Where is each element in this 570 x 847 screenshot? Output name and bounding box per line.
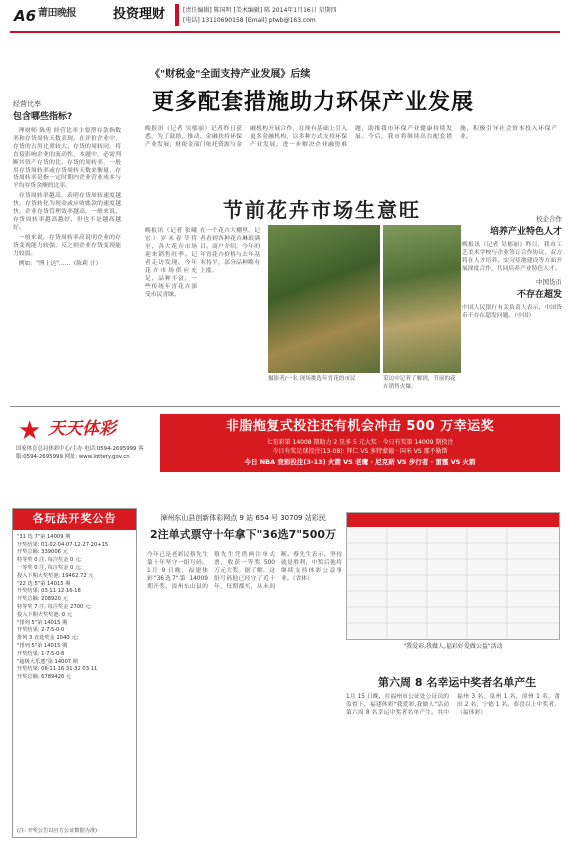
draw-result-row xyxy=(17,612,132,620)
main-kicker: 《"财税金"全面支持产业发展》后续 xyxy=(150,69,311,80)
flower-headline: 节前花卉市场生意旺 xyxy=(223,198,421,222)
draw-results-footer: (注: 开奖公告以官方公证数据为准) xyxy=(17,827,98,834)
left-paragraph: 存货周转率越高，表明存货周转速度越快，存货转化为现金或应收账款的速度越快，企业存货管理效率越高。一般来说，存货周转率越高越好，但也不是越高越好。 xyxy=(13,193,121,232)
draw-result-label: 开奖结果: 06·11·16·31·32 03·11 xyxy=(17,666,98,673)
lottery-title: 天天体彩 xyxy=(48,419,116,439)
draw-result-label: 开奖结果: 2·7·5·0·0 xyxy=(17,627,65,634)
draw-result-label: 投入下期大奖奖池: 0 元 xyxy=(17,611,73,618)
flower-market-photo-2 xyxy=(383,225,461,373)
star-icon: ★ xyxy=(18,416,42,446)
draw-result-label: 一等奖 0 注, 每注奖金 0 元; xyxy=(17,565,82,572)
winner-kicker: 漳州东山县创新体彩网点 9 站 654 号 30709 站彩民 xyxy=(160,514,326,522)
banner-line: 今日有奖足球投注(13-08): 拜仁 VS 多特蒙德 · 国米 VS 那不勒斯 xyxy=(272,447,448,455)
masthead xyxy=(0,0,570,34)
contact-meta: [电话] 13110690158 [Email] ptwb@163.com xyxy=(183,17,316,24)
draw-result-label: 开奖结果: 01·02·04·07·12·27·20+15 xyxy=(17,541,109,548)
event-headline: 第六周 8 名幸运中奖者名单产生 xyxy=(378,676,537,689)
left-paragraph: 例如："博士达"……（陈莉 计） xyxy=(18,261,102,268)
section-divider xyxy=(10,406,560,407)
draw-result-label: "22 选 5"第 14015 期 xyxy=(17,580,71,587)
paper-logo: 莆田晚报 xyxy=(38,8,76,19)
draw-result-row xyxy=(17,635,132,643)
flower-body-mid: 在一个花卉大棚里，记者看到各种花卉琳琅满目。商户介绍，今年的年宵花卉价格与去年基本持平，部分品种略有上涨。 xyxy=(200,228,260,274)
chart-caption: "我爱彩,我做人,福彩好爱做公益"活动 xyxy=(403,643,503,650)
chart-grid xyxy=(347,527,559,639)
draw-result-label: 排列 3 直选奖金 1040 元; xyxy=(17,635,79,642)
left-paragraph: 理财师 陈勇 经营比率主要帮存款指数率和存货周转天数表现。在评价企业中，存货的占用比重较大。存货的周转同，将直接影响企业的流动性，本题中，必需判断其资产存货的比。存货的周转率，一般用存货周转率或存货周转天数来衡量，存货周转率是指一定时期内企业营业成本与平均存货余额的比率。 xyxy=(13,127,121,190)
draw-result-label: 开奖总额: 208920 元 xyxy=(17,596,68,603)
main-body: 晚报讯（记者 吴郁丽）记者昨日获悉，为了鼓励、推动、金融扶持环保产业发展，财税金部门依托资源与金融机构开展合作，在现有基础上引入更多金融机构，以多种方式支持环保产业发展。进一步解决企业融资难题，助推我市环保产业健康持续发展。今后，我市将继续出台配套措施，积极引导社会资本投入环保产业。 xyxy=(145,126,557,148)
lottery-logo xyxy=(14,416,154,444)
right-body-2: 中国人民银行有关负责人表示，中国货币不存在超发问题。（中国） xyxy=(462,304,562,319)
draw-result-label: "超级大乐透"第 14007 期 xyxy=(17,658,78,665)
left-paragraph: 一般来说，存货周转率高说明企业的存货变现能力较强，反之则企业存货变现能力较弱。 xyxy=(13,235,121,258)
right-body: 晚报讯（记者 吴郁丽）昨日，我市工艺美术学校与企业签订合作协议，双方将在人才培养、实习基地建设等方面开展深度合作，共同培养产业特色人才。 xyxy=(462,241,562,272)
chart-header-bar xyxy=(347,513,559,527)
right-kicker-2: 中国货币 xyxy=(536,277,562,286)
right-headline: 培养产业特色人才 xyxy=(489,226,562,237)
flower-market-photo xyxy=(268,225,380,373)
right-column xyxy=(462,215,562,321)
editor-meta: [责任编辑] 陈国明 [美术编辑] 陈 2014年1月16日 星期四 xyxy=(183,7,337,14)
draw-result-row xyxy=(17,534,132,542)
draw-result-label: "排列 5"第 14015 期 xyxy=(17,643,68,649)
lottery-banner xyxy=(160,414,560,472)
trend-chart xyxy=(346,512,560,640)
draw-results-title: 各玩法开奖公告 xyxy=(13,509,136,530)
flower-body-left: 晚报讯（记者 张曦宏）岁末春节将至，各大花卉市场迎来销售旺季。记者走访发现，今年花卉市场供应充足、品种丰富，一些传统年宵花卉深受市民青睐。 xyxy=(145,228,197,298)
masthead-rule xyxy=(10,31,560,33)
event-body: 1月 15 日晚，在福州市公证处公证员的监督下，福建体彩"我爱彩,我做人"活动第六周 8 名幸运中奖者名单产生。其中福州 3 名，泉州 1 名，漳州 1 名，莆田 2 名，宁德 1 名。恭喜以上中奖者。（福体彩） xyxy=(346,694,560,716)
draw-result-row xyxy=(17,565,132,573)
section-accent-bar xyxy=(175,4,179,26)
right-kicker: 校企合作 xyxy=(536,215,562,223)
left-kicker: 经营比率 xyxy=(13,100,41,108)
draw-result-row xyxy=(17,651,132,659)
trend-chart-graphic xyxy=(347,513,559,639)
draw-result-label: 开奖总额: 339006 元 xyxy=(17,549,68,556)
draw-result-row xyxy=(17,573,132,581)
draw-result-label: 开奖结果: 03·11·12·16·18 xyxy=(17,588,81,595)
left-column-article xyxy=(13,100,121,271)
winner-body: 今年已是老彩民蔡先生第十年坚守一组号码。1月 9 日晚，福建体彩"36选7"第 14009 期开奖，漳州东山县的蔡先生凭借两注单式票，收获一等奖 500 万元大奖。据了解，这组号码他已经守了近十年，每期都买，从未间断。蔡先生表示，坚持就是胜利，中奖后他将继续支持体彩公益事业。（省体） xyxy=(147,552,342,590)
draw-result-row xyxy=(17,643,132,651)
draw-result-row xyxy=(17,596,132,604)
banner-subtitle: 七星彩第 14008 期助力 2 星多 5 元大奖 · 今日有奖第 14009 期投注 xyxy=(266,438,454,446)
draw-result-row xyxy=(17,557,132,565)
left-body xyxy=(13,128,121,270)
draw-result-label: 特等奖 7 注, 每注奖金 2700 元; xyxy=(17,604,92,611)
draw-results-box xyxy=(12,508,137,838)
draw-result-label: 开奖总额: 6789426 元 xyxy=(17,674,72,681)
draw-result-row xyxy=(17,604,132,612)
draw-result-label: 开奖结果: 1·7·5·0·8 xyxy=(17,650,65,657)
draw-result-label: 投入下期大奖奖池: 19462.72 元 xyxy=(17,572,94,579)
page-number: A6 xyxy=(14,7,37,25)
right-headline-2: 不存在超发 xyxy=(516,289,562,300)
banner-line-nba: 今日 NBA 竞彩投注(3-13) 火箭 VS 老鹰 · 尼克斯 VS 步行者 · 雷霆 VS 火箭 xyxy=(244,457,476,466)
draw-result-row xyxy=(17,674,132,682)
banner-title: 非脂拖复式投注还有机会冲击 500 万幸运奖 xyxy=(225,419,495,434)
main-headline: 更多配套措施助力环保产业发展 xyxy=(152,90,475,115)
draw-result-label: "排列 5"第 14015 期 xyxy=(17,619,68,626)
photo-caption-2: 采访中记者了解到，节前的花卉销售火爆。 xyxy=(383,376,456,390)
section-title: 投资理财 xyxy=(113,7,166,22)
photo-caption: 摄影者/一名 现场挑选年宵花的市民 xyxy=(268,376,356,382)
winner-headline: 2注单式票守十年拿下"36选7"500万 xyxy=(149,528,337,541)
lottery-info: 国家体育总局体彩中心/主办 电话:0594-2695999 客服:0594-2695999 网址: www.lottery.gov.cn xyxy=(16,446,144,460)
draw-result-label: "31 选 7"第 14009 期 xyxy=(17,533,71,540)
draw-results-list xyxy=(13,530,136,686)
left-headline: 包含哪些指标? xyxy=(13,112,73,123)
draw-result-label: 特等奖 0 注, 每注奖金 0 元; xyxy=(17,557,82,564)
